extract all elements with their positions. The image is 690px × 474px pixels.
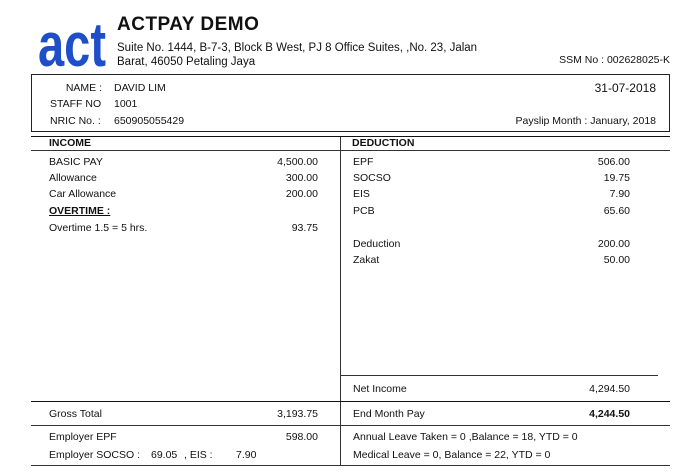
deduction-amount: 50.00 [603,254,630,266]
footer-rule [31,465,670,466]
net-income-top-rule [340,375,658,376]
income-amount: 300.00 [285,172,318,184]
deduction-label: Zakat [353,254,380,266]
totals-top-rule [31,401,670,402]
income-label: Allowance [49,172,97,184]
employer-epf-value: 598.00 [285,431,318,443]
deduction-label: Deduction [353,238,401,250]
income-amount: 4,500.00 [277,156,318,168]
net-income-value: 4,294.50 [589,383,630,395]
company-logo [38,11,106,80]
employer-epf-label: Employer EPF [49,431,117,443]
deduction-label: PCB [353,205,375,217]
employer-socso-value: 69.05 [151,449,178,461]
nric-label: NRIC No. : [50,115,101,127]
employer-socso-label: Employer SOCSO : [49,449,141,461]
company-address-line2: Barat, 46050 Petaling Jaya [117,56,256,68]
income-header: INCOME [49,137,91,149]
annual-leave-info: Annual Leave Taken = 0 ,Balance = 18, YTD = 0 [353,431,578,443]
column-divider [340,137,341,465]
overtime-label: Overtime 1.5 = 5 hrs. [49,222,148,234]
end-month-pay-label: End Month Pay [353,408,425,420]
deduction-amount: 506.00 [597,156,630,168]
gross-total-label: Gross Total [49,408,102,420]
company-name: ACTPAY DEMO [117,14,260,35]
employer-eis-value: 7.90 [236,449,257,461]
end-month-pay-value: 4,244.50 [589,408,630,420]
staff-no-label: STAFF NO [50,98,102,110]
net-income-label: Net Income [353,383,407,395]
deduction-amount: 19.75 [603,172,630,184]
nric-value: 650905055429 [114,115,185,127]
deduction-label: EIS [353,188,370,200]
payslip-date: 31-07-2018 [594,81,656,95]
header-top-rule [31,136,670,137]
name-label: NAME : [65,82,102,94]
employer-eis-label: , EIS : [184,449,213,461]
deduction-amount: 200.00 [597,238,630,250]
gross-total-value: 3,193.75 [277,408,318,420]
deduction-amount: 65.60 [603,205,630,217]
medical-leave-info: Medical Leave = 0, Balance = 22, YTD = 0 [353,449,551,461]
overtime-header: OVERTIME : [49,205,111,217]
income-label: Car Allowance [49,188,117,200]
payslip-month: Payslip Month : January, 2018 [515,115,656,127]
logo-text: act [38,11,106,80]
name-value: DAVID LIM [114,82,166,94]
deduction-label: SOCSO [353,172,391,184]
income-label: BASIC PAY [49,156,103,168]
deduction-amount: 7.90 [609,188,630,200]
deduction-label: EPF [353,156,374,168]
income-amount: 200.00 [285,188,318,200]
staff-no-value: 1001 [114,98,138,110]
totals-bottom-rule [31,425,670,426]
company-address-line1: Suite No. 1444, B-7-3, Block B West, PJ 8 Office Suites, ,No. 23, Jalan [117,42,478,54]
deduction-header: DEDUCTION [352,137,415,149]
ssm-number: SSM No : 002628025-K [559,54,670,66]
header-bottom-rule [31,150,670,151]
overtime-amount: 93.75 [291,222,318,234]
